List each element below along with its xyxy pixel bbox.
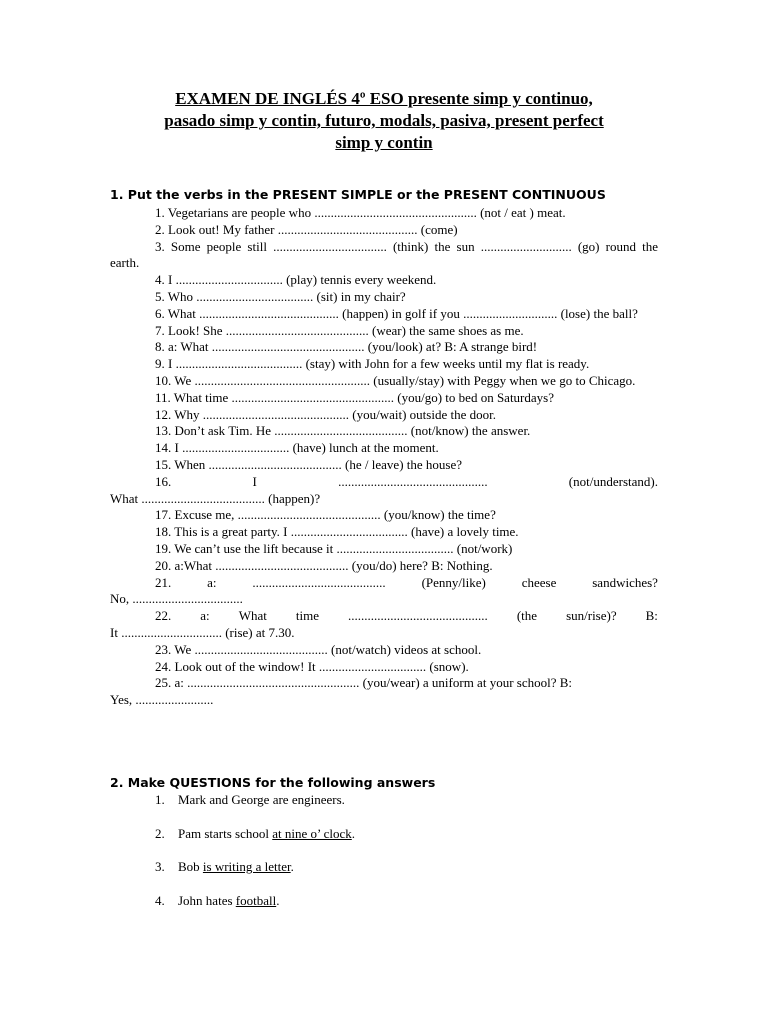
answer-text: John hates: [178, 892, 236, 908]
answer-text: Bob: [178, 859, 203, 874]
exercise-item: 11. What time .................................................. (you/go) to bed on Saturdays?: [155, 389, 554, 405]
exercise-item: 25. a: ..................................................... (you/wear) a uniform at your school? B:: [155, 675, 573, 691]
exercise-item: 5. Who .................................... (sit) in my chair?: [155, 288, 406, 304]
exercise-item: 6. What ........................................... (happen) in golf if you ............................. (lose) the ball?: [155, 305, 638, 321]
answer-text: Mark and George are engineers.: [178, 792, 345, 807]
item-word: I: [252, 473, 257, 489]
section-2-heading: 2. Make QUESTIONS for the following answers: [110, 775, 436, 790]
exercise-item-22-line-2: It ............................... (rise) at 7.30.: [110, 624, 295, 640]
exercise-item-25-line-2: Yes, ........................: [110, 692, 214, 708]
exercise-item: 24. Look out of the window! It ................................. (snow).: [155, 658, 469, 674]
item-word: 22.: [155, 608, 172, 624]
answer-text: Pam starts school: [178, 825, 273, 841]
exercise-item: 13. Don’t ask Tim. He ......................................... (not/know) the answer.: [155, 423, 531, 439]
item-word: B:: [645, 608, 658, 624]
question-number: 2.: [155, 825, 165, 841]
item-word: sun/rise)?: [566, 608, 617, 624]
section-1-exercise-list: [110, 205, 658, 709]
question-number: 3.: [155, 859, 165, 874]
exercise-item: 10. We ...................................................... (usually/stay) with Peggy when we go to Chicago.: [155, 372, 636, 388]
question-text: [178, 826, 355, 842]
item-word: a:: [200, 608, 210, 624]
item-word: ..............................................: [338, 473, 488, 489]
section-1-heading: 1. Put the verbs in the PRESENT SIMPLE or the PRESENT CONTINUOUS: [110, 187, 606, 202]
question-text: [178, 792, 345, 808]
exercise-item: 7. Look! She ............................................ (wear) the same shoes as me.: [155, 322, 524, 338]
item-word: (not/understand).: [568, 473, 658, 489]
exercise-item: 1. Vegetarians are people who .................................................. (not / eat ) meat.: [155, 205, 566, 220]
question-item: [155, 826, 658, 842]
exercise-item: 2. Look out! My father ........................................... (come): [155, 221, 458, 237]
item-word: cheese: [521, 574, 557, 590]
item-word: ...........................................: [348, 608, 488, 624]
title-line-1: EXAMEN DE INGLÉS 4º ESO presente simp y continuo,: [175, 89, 593, 108]
exercise-item: 3. Some people still ................................... (think) the sun ............................ (go) round the earth.: [110, 238, 658, 271]
exercise-item-21-line-2: No, ..................................: [110, 591, 243, 607]
item-word: 21.: [155, 574, 172, 590]
item-word: (the: [516, 608, 538, 624]
exercise-item: 19. We can’t use the lift because it .................................... (not/work): [155, 540, 513, 556]
question-item: [155, 859, 658, 875]
exercise-item: 20. a:What ......................................... (you/do) here? B: Nothing.: [155, 557, 493, 573]
exercise-item-22-line-1: [110, 608, 658, 625]
exercise-item: 23. We ......................................... (not/watch) videos at school.: [155, 641, 482, 657]
underlined-part: football: [235, 892, 277, 908]
question-number: 4.: [155, 892, 165, 908]
section-2-question-list: [155, 792, 658, 926]
answer-end: .: [290, 859, 294, 874]
underlined-part: at nine o’ clock: [272, 825, 352, 841]
exercise-item: 9. I ....................................... (stay) with John for a few weeks until my flat is ready.: [155, 356, 590, 372]
exercise-item-16-line-2: What ...................................... (happen)?: [110, 490, 321, 506]
item-word: What: [238, 608, 267, 624]
exercise-item: 12. Why ............................................. (you/wait) outside the door.: [155, 406, 496, 422]
item-word: (Penny/like): [421, 574, 486, 590]
exercise-item: 14. I ................................. (have) lunch at the moment.: [155, 440, 439, 456]
exercise-item: 4. I ................................. (play) tennis every weekend.: [155, 272, 437, 288]
item-word: time: [295, 608, 319, 624]
question-text: [178, 893, 279, 909]
answer-end: .: [351, 825, 356, 841]
exercise-item: 8. a: What ............................................... (you/look) at? B: A strange bird!: [155, 339, 538, 355]
title-line-3: simp y contin: [335, 133, 433, 152]
title-line-2: pasado simp y contin, futuro, modals, pasiva, present perfect: [164, 111, 604, 130]
question-item: [155, 792, 658, 808]
question-item: [155, 893, 658, 909]
item-word: a:: [207, 574, 217, 590]
item-word: sandwiches?: [592, 574, 658, 590]
exercise-item: 17. Excuse me, ............................................ (you/know) the time?: [155, 507, 496, 523]
item-word: 16.: [155, 473, 172, 489]
item-word: .........................................: [252, 574, 386, 590]
exercise-item: 18. This is a great party. I .................................... (have) a lovely time.: [155, 524, 519, 540]
exam-title: [110, 88, 658, 154]
exercise-item-16-line-1: [110, 474, 658, 491]
exercise-item-21-line-1: [110, 575, 658, 592]
underlined-part: is writing a letter: [202, 859, 291, 874]
question-text: [178, 859, 294, 875]
question-number: 1.: [155, 792, 165, 807]
answer-end: .: [276, 892, 280, 908]
exercise-item: 15. When ......................................... (he / leave) the house?: [155, 456, 462, 472]
